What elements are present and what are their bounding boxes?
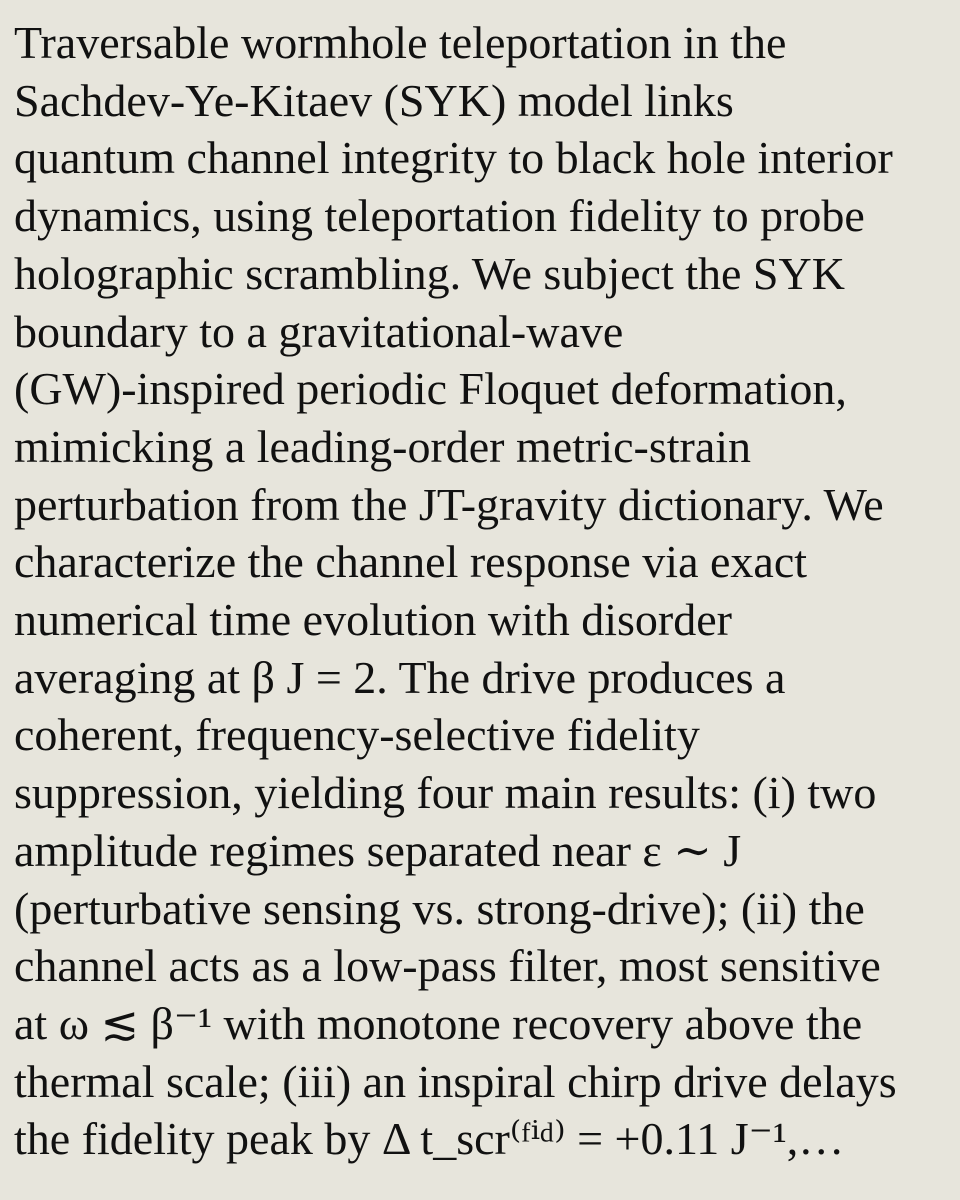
- abstract-line: at ω ≲ β⁻¹ with monotone recovery above the: [14, 997, 863, 1049]
- abstract-line: channel acts as a low-pass filter, most sensitive: [14, 940, 881, 992]
- abstract-line: characterize the channel response via exact: [14, 536, 808, 588]
- abstract-line: thermal scale; (iii) an inspiral chirp drive delays: [14, 1055, 897, 1107]
- abstract-text: [14, 14, 946, 1168]
- abstract-line: boundary to a gravitational-wave: [14, 305, 624, 357]
- abstract-line: perturbation from the JT-gravity dictionary. We: [14, 478, 884, 530]
- abstract-line: coherent, frequency-selective fidelity: [14, 709, 700, 761]
- abstract-line: (GW)-inspired periodic Floquet deformation,: [14, 363, 847, 415]
- abstract-line: the fidelity peak by Δ t_scr⁽ᶠⁱᵈ⁾ = +0.11 J⁻¹,…: [14, 1113, 845, 1165]
- abstract-line: quantum channel integrity to black hole interior: [14, 132, 893, 184]
- abstract-line: Traversable wormhole teleportation in the: [14, 17, 787, 68]
- abstract-line: Sachdev-Ye-Kitaev (SYK) model links: [14, 74, 734, 126]
- abstract-line: numerical time evolution with disorder: [14, 594, 732, 646]
- abstract-line: (perturbative sensing vs. strong-drive); (ii) the: [14, 882, 865, 934]
- abstract-line: averaging at β J = 2. The drive produces a: [14, 651, 786, 703]
- abstract-line: holographic scrambling. We subject the SYK: [14, 247, 845, 299]
- abstract-line: amplitude regimes separated near ε ∼ J: [14, 824, 742, 876]
- abstract-line: suppression, yielding four main results: (i) two: [14, 767, 877, 819]
- abstract-line: mimicking a leading-order metric-strain: [14, 420, 752, 472]
- abstract-line: dynamics, using teleportation fidelity to probe: [14, 190, 865, 242]
